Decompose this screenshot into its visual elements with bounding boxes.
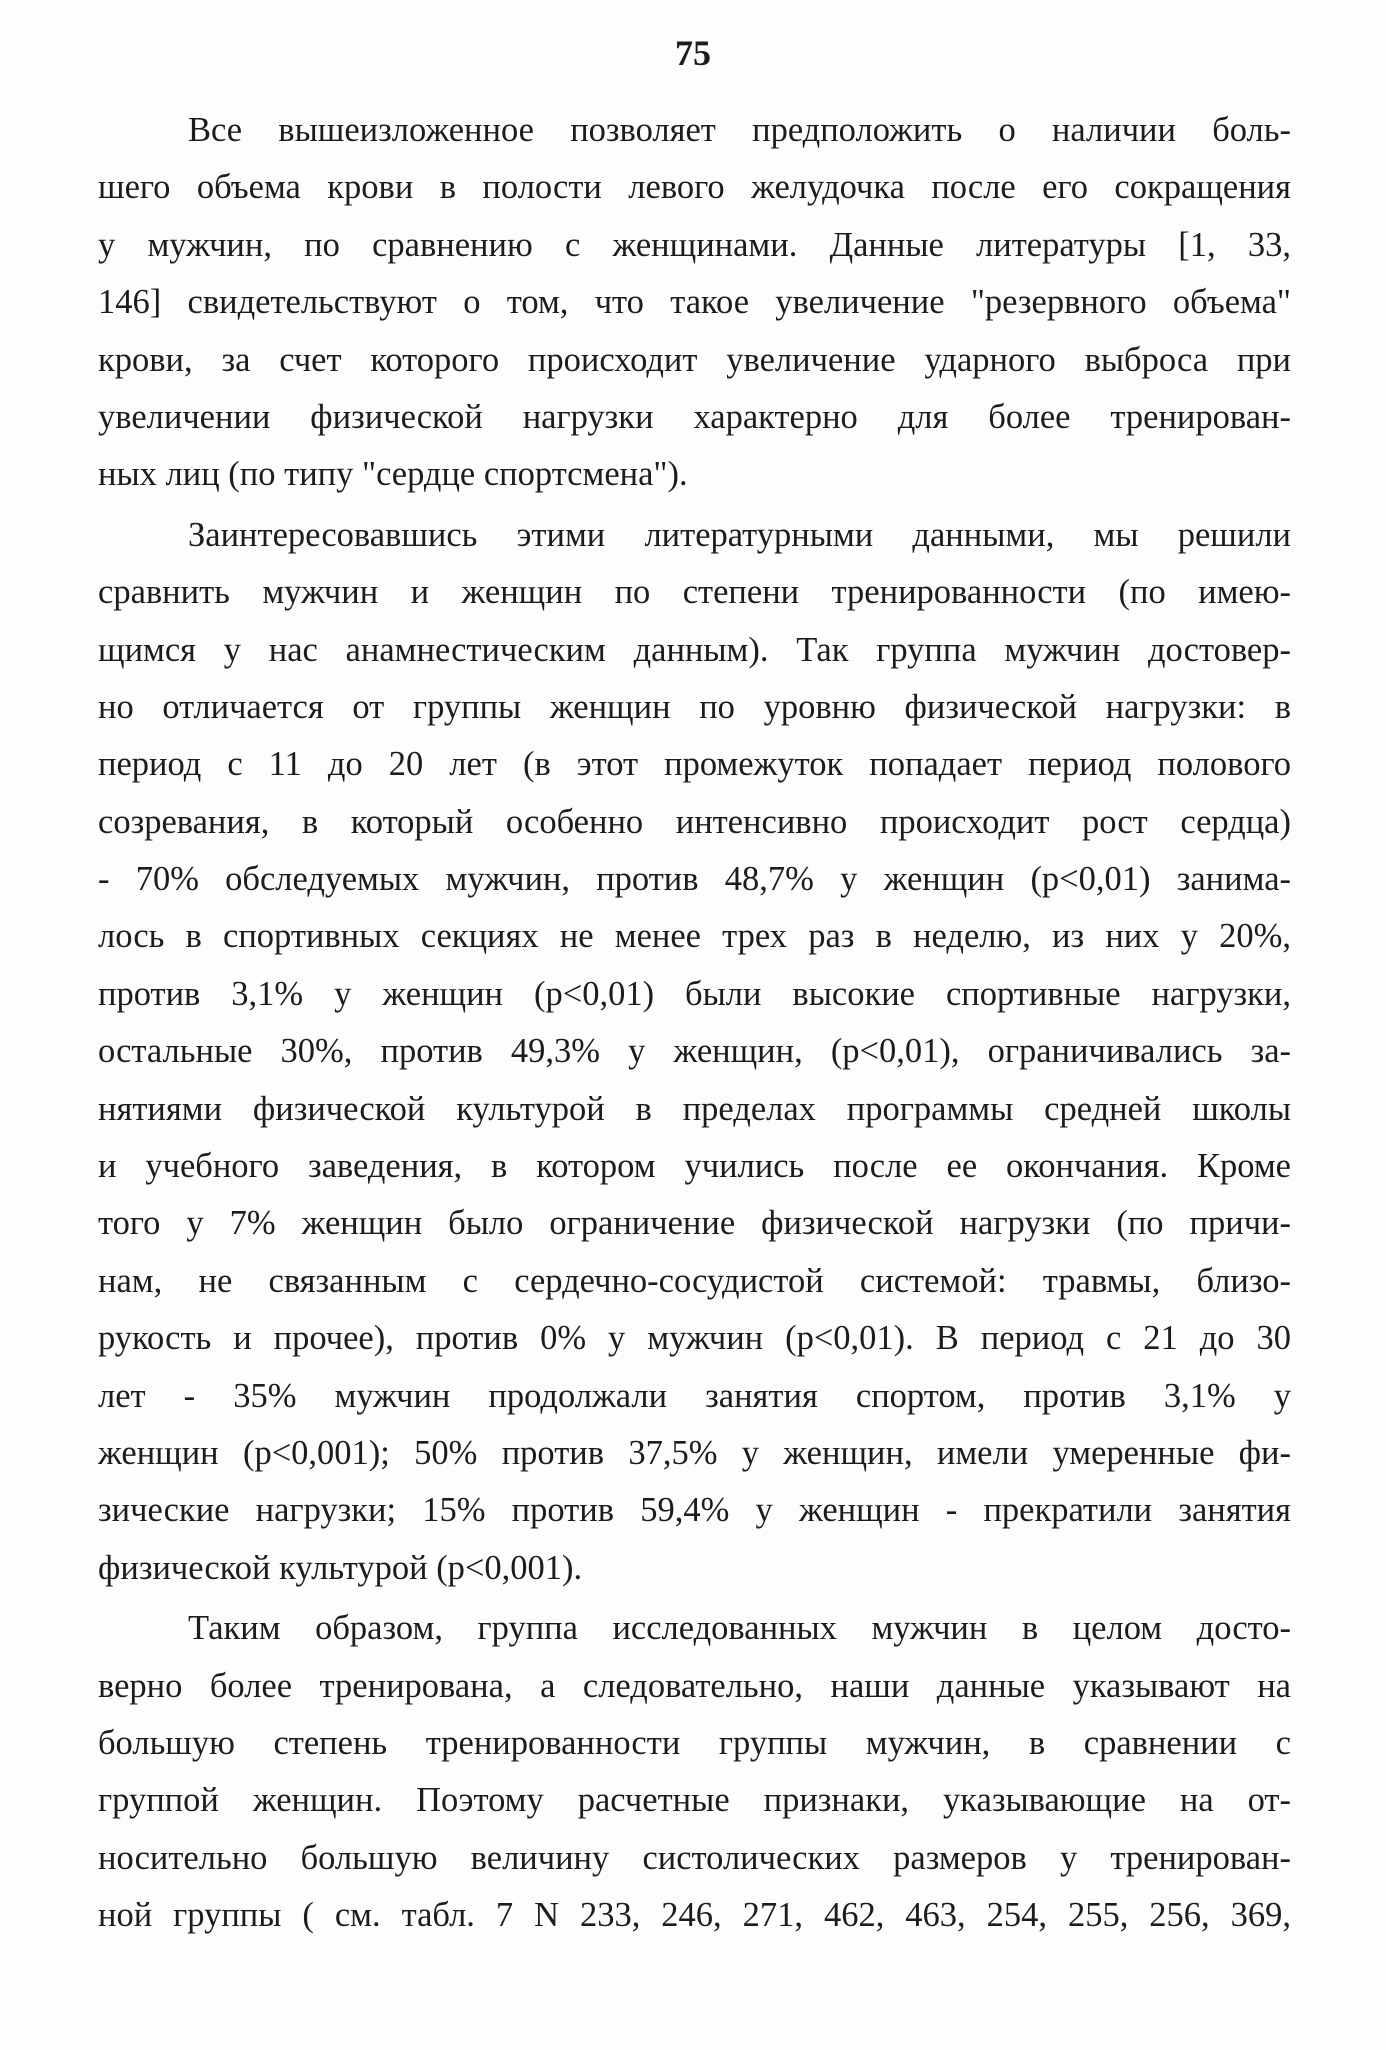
text-line: 146] свидетельствуют о том, что такое увеличение "резервного объема" <box>98 283 1291 322</box>
text-line: женщин (р<0,001); 50% против 37,5% у женщин, имели умеренные фи- <box>98 1433 1291 1472</box>
text-line: группой женщин. Поэтому расчетные признаки, указывающие на от- <box>98 1781 1291 1820</box>
page-number: 75 <box>675 33 711 73</box>
text-line: созревания, в который особенно интенсивно происходит рост сердца) <box>98 802 1291 841</box>
text-line: рукость и прочее), против 0% у мужчин (р<0,01). В период с 21 до 30 <box>98 1319 1291 1358</box>
text-line: ной группы ( см. табл. 7 N 233, 246, 271, 462, 463, 254, 255, 256, 369, <box>98 1896 1291 1935</box>
text-line: зические нагрузки; 15% против 59,4% у женщин - прекратили занятия <box>98 1491 1291 1530</box>
text-line: увеличении физической нагрузки характерно для более тренирован- <box>98 397 1291 436</box>
text-line: ных лиц (по типу "сердце спортсмена"). <box>98 455 688 494</box>
text-line: период с 11 до 20 лет (в этот промежуток попадает период полового <box>98 745 1291 784</box>
text-line: и учебного заведения, в котором учились после ее окончания. Кроме <box>98 1147 1291 1186</box>
text-line: того у 7% женщин было ограничение физической нагрузки (по причи- <box>98 1204 1291 1243</box>
paragraph-2 <box>98 507 1291 1597</box>
text-line: но отличается от группы женщин по уровню физической нагрузки: в <box>98 687 1291 726</box>
text-line: носительно большую величину систолических размеров у тренирован- <box>98 1838 1291 1877</box>
paragraph-3 <box>98 1600 1291 1944</box>
text-line: сравнить мужчин и женщин по степени тренированности (по имею- <box>98 573 1291 612</box>
text-line: нам, не связанным с сердечно-сосудистой системой: травмы, близо- <box>98 1261 1291 1300</box>
text-line: лось в спортивных секциях не менее трех раз в неделю, из них у 20%, <box>98 917 1291 956</box>
text-line: нятиями физической культурой в пределах программы средней школы <box>98 1089 1291 1128</box>
text-line: крови, за счет которого происходит увеличение ударного выброса при <box>98 340 1291 379</box>
text-line: Заинтересовавшись этими литературными данными, мы решили <box>188 515 1291 554</box>
text-line: шего объема крови в полости левого желудочка после его сокращения <box>98 168 1291 207</box>
text-line: лет - 35% мужчин продолжали занятия спортом, против 3,1% у <box>98 1376 1291 1415</box>
text-line: Таким образом, группа исследованных мужчин в целом досто- <box>188 1609 1291 1648</box>
text-line: большую степень тренированности группы мужчин, в сравнении с <box>98 1723 1291 1762</box>
text-line: у мужчин, по сравнению с женщинами. Данные литературы [1, 33, <box>98 225 1291 264</box>
text-line: щимся у нас анамнестическим данным). Так группа мужчин достовер- <box>98 630 1291 669</box>
text-line: - 70% обследуемых мужчин, против 48,7% у женщин (р<0,01) занима- <box>98 860 1291 899</box>
text-line: верно более тренирована, а следовательно, наши данные указывают на <box>98 1666 1291 1705</box>
paragraph-1 <box>98 102 1291 504</box>
body-text <box>98 102 1291 1945</box>
text-line: остальные 30%, против 49,3% у женщин, (р<0,01), ограничивались за- <box>98 1032 1291 1071</box>
text-line: физической культурой (р<0,001). <box>98 1548 583 1587</box>
text-line: против 3,1% у женщин (р<0,01) были высокие спортивные нагрузки, <box>98 974 1291 1013</box>
text-line: Все вышеизложенное позволяет предположить о наличии боль- <box>188 111 1291 149</box>
